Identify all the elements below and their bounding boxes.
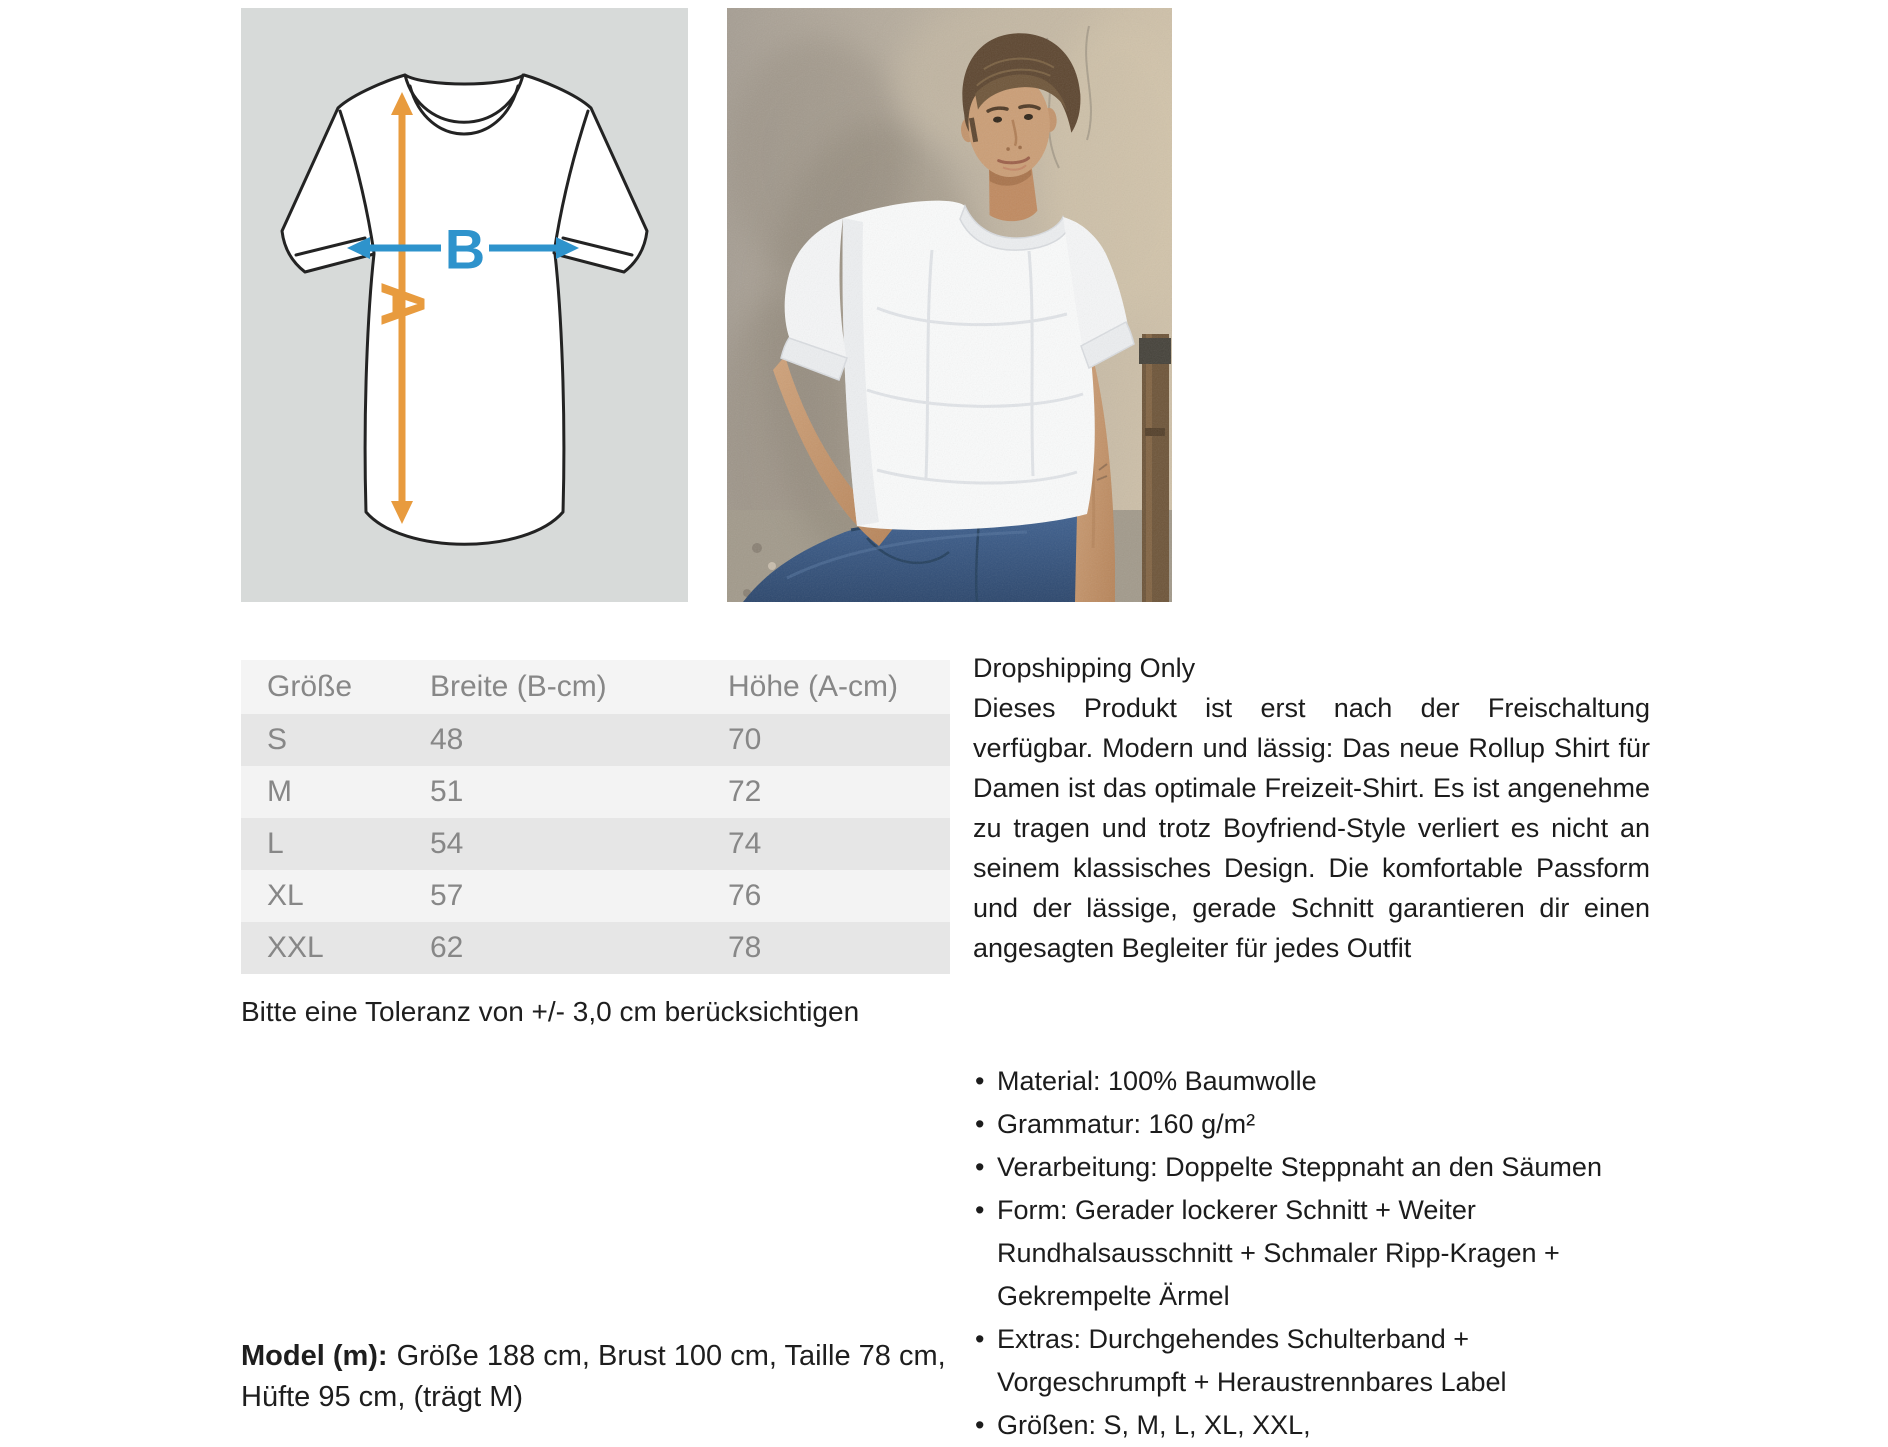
cell-height: 76 — [728, 879, 762, 912]
size-diagram-image — [241, 8, 688, 602]
feature-item-grammatur: • Grammatur: 160 g/m² — [973, 1103, 1613, 1146]
model-details: Größe 188 cm, Brust 100 cm, Taille 78 cm, Hüfte 95 cm, (trägt M) — [241, 1340, 946, 1413]
bullet-icon: • — [975, 1195, 985, 1225]
cell-size: S — [267, 723, 288, 756]
cell-width: 51 — [430, 775, 464, 808]
size-table — [241, 660, 950, 974]
bullet-icon: • — [975, 1109, 985, 1139]
tshirt-measure-illustration — [241, 8, 688, 602]
column-header-size: Größe — [267, 670, 353, 703]
cell-height: 74 — [728, 827, 762, 860]
bullet-icon: • — [975, 1410, 985, 1440]
feature-item-verarbeitung: • Verarbeitung: Doppelte Steppnaht an den Säumen — [973, 1146, 1613, 1189]
cell-width: 62 — [430, 931, 464, 964]
cell-height: 78 — [728, 931, 762, 964]
size-table-header — [241, 660, 950, 714]
bullet-icon: • — [975, 1066, 985, 1096]
description-body: Dieses Produkt ist erst nach der Freischaltung verfügbar. Modern und lässig: Das neue Rollup Shirt für Damen ist das optimale Freizeit-Shirt. Es ist angenehme zu tragen und trotz Boyfriend-Style verliert es nicht an seinem klassisches Design. Die komfortable Passform und der lässige, gerade Schnitt garantieren dir einen angesagten Begleiter für jedes Outfit — [973, 693, 1650, 963]
width-arrow-label: B — [444, 217, 486, 281]
cell-size: M — [267, 775, 292, 808]
cell-size: XXL — [267, 931, 324, 964]
column-header-width: Breite (B-cm) — [430, 670, 607, 703]
cell-size: L — [267, 827, 284, 860]
height-arrow-label: A — [367, 281, 437, 327]
table-row — [241, 818, 950, 870]
tolerance-note: Bitte eine Toleranz von +/- 3,0 cm berücksichtigen — [241, 996, 860, 1027]
model-measurements — [241, 1336, 996, 1418]
cell-width: 57 — [430, 879, 464, 912]
description-heading: Dropshipping Only — [973, 653, 1196, 683]
table-row — [241, 922, 950, 974]
table-row — [241, 766, 950, 818]
feature-item-material: • Material: 100% Baumwolle — [973, 1060, 1613, 1103]
model-photo-illustration — [727, 8, 1172, 602]
feature-item-form: • Form: Gerader lockerer Schnitt + Weiter Rundhalsausschnitt + Schmaler Ripp-Kragen + Gekrempelte Ärmel — [973, 1189, 1613, 1318]
cell-height: 70 — [728, 723, 762, 756]
product-photo — [727, 8, 1172, 602]
bullet-icon: • — [975, 1324, 985, 1354]
cell-size: XL — [267, 879, 304, 912]
table-row — [241, 870, 950, 922]
column-header-height: Höhe (A-cm) — [728, 670, 899, 703]
feature-item-groessen: • Größen: S, M, L, XL, XXL, — [973, 1404, 1613, 1447]
cell-height: 72 — [728, 775, 762, 808]
feature-item-extras: • Extras: Durchgehendes Schulterband + Vorgeschrumpft + Heraustrennbares Label — [973, 1318, 1613, 1404]
table-row — [241, 714, 950, 766]
cell-width: 48 — [430, 723, 464, 756]
product-description — [973, 648, 1650, 968]
model-label: Model (m): — [241, 1340, 388, 1372]
bullet-icon: • — [975, 1152, 985, 1182]
feature-list — [973, 1060, 1613, 1447]
cell-width: 54 — [430, 827, 464, 860]
